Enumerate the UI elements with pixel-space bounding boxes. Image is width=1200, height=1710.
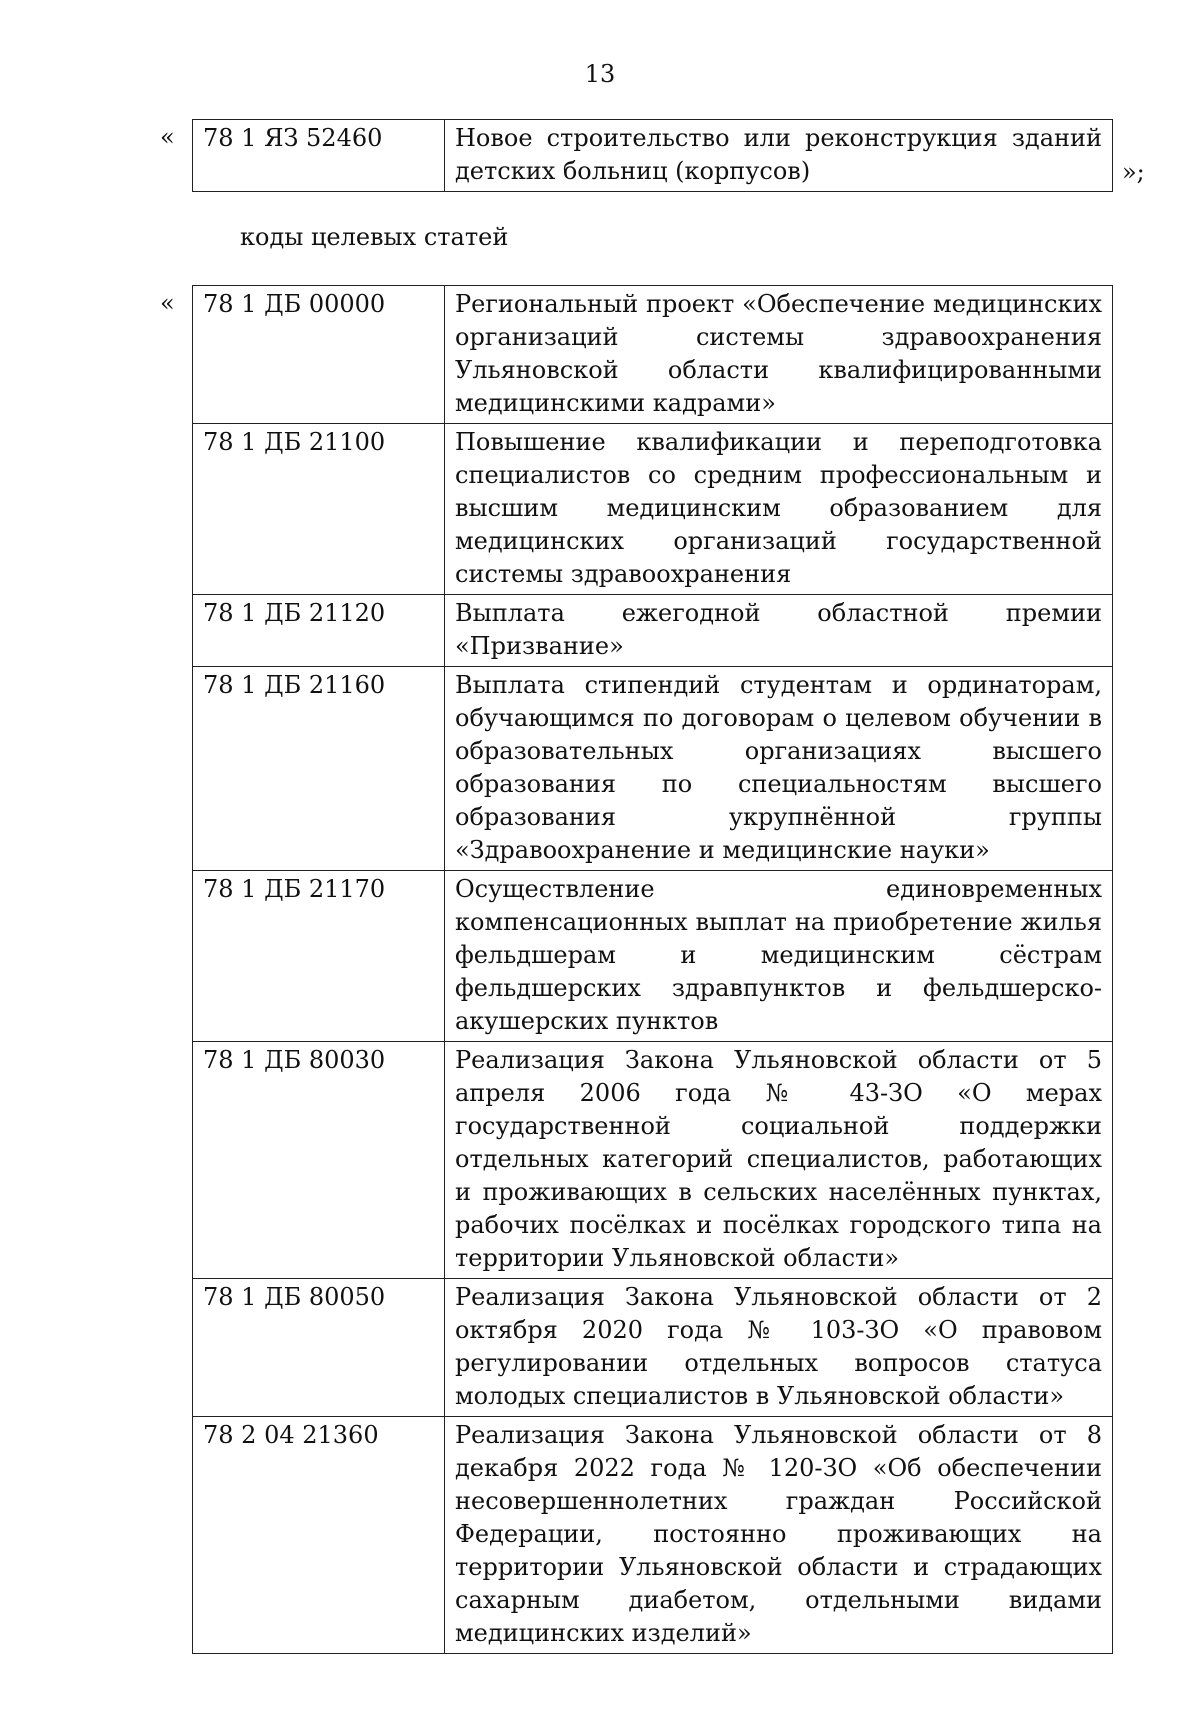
open-quote-main: « — [160, 289, 175, 317]
code-cell: 78 1 ЯЗ 52460 — [193, 120, 445, 192]
description-cell: Выплата ежегодной областной премии «Призвание» — [445, 595, 1113, 667]
code-cell: 78 1 ДБ 80050 — [193, 1279, 445, 1417]
page-number: 13 — [584, 60, 616, 88]
description-cell: Реализация Закона Ульяновской области от 5 апреля 2006 года № 43-ЗО «О мерах государственной социальной поддержки отдельных категорий специалистов, работающих и проживающих в сельских населённых пунктах, рабочих посёлках и посёлках городского типа на территории Ульяновской области» — [445, 1042, 1113, 1279]
code-cell: 78 1 ДБ 21100 — [193, 424, 445, 595]
code-cell: 78 2 04 21360 — [193, 1417, 445, 1654]
table-row — [193, 667, 1113, 871]
intro-text: коды целевых статей — [240, 223, 509, 251]
code-cell: 78 1 ДБ 00000 — [193, 286, 445, 424]
open-quote-top: « — [160, 123, 175, 151]
close-quote-top: »; — [1122, 158, 1145, 186]
code-cell: 78 1 ДБ 80030 — [193, 1042, 445, 1279]
top-codes-table — [192, 119, 1113, 192]
description-cell: Региональный проект «Обеспечение медицинских организаций системы здравоохранения Ульяновской области квалифицированными медицинскими кадрами» — [445, 286, 1113, 424]
description-cell: Повышение квалификации и переподготовка специалистов со средним профессиональным и высшим медицинским образованием для медицинских организаций государственной системы здравоохранения — [445, 424, 1113, 595]
table-row — [193, 1279, 1113, 1417]
code-cell: 78 1 ДБ 21120 — [193, 595, 445, 667]
table-row — [193, 424, 1113, 595]
description-cell: Реализация Закона Ульяновской области от 8 декабря 2022 года № 120-ЗО «Об обеспечении несовершеннолетних граждан Российской Федерации, постоянно проживающих на территории Ульяновской области и страдающих сахарным диабетом, отдельными видами медицинских изделий» — [445, 1417, 1113, 1654]
description-cell: Новое строительство или реконструкция зданий детских больниц (корпусов) — [445, 120, 1113, 192]
code-cell: 78 1 ДБ 21160 — [193, 667, 445, 871]
target-articles-table — [192, 285, 1113, 1654]
table-row — [193, 286, 1113, 424]
table-row — [193, 595, 1113, 667]
description-cell: Осуществление единовременных компенсационных выплат на приобретение жилья фельдшерам и медицинским сёстрам фельдшерских здравпунктов и фельдшерско-акушерских пунктов — [445, 871, 1113, 1042]
table-row — [193, 120, 1113, 192]
description-cell: Выплата стипендий студентам и ординаторам, обучающимся по договорам о целевом обучении в образовательных организациях высшего образования по специальностям высшего образования укрупнённой группы «Здравоохранение и медицинские науки» — [445, 667, 1113, 871]
description-cell: Реализация Закона Ульяновской области от 2 октября 2020 года № 103-ЗО «О правовом регулировании отдельных вопросов статуса молодых специалистов в Ульяновской области» — [445, 1279, 1113, 1417]
table-row — [193, 1042, 1113, 1279]
table-row — [193, 871, 1113, 1042]
code-cell: 78 1 ДБ 21170 — [193, 871, 445, 1042]
table-row — [193, 1417, 1113, 1654]
